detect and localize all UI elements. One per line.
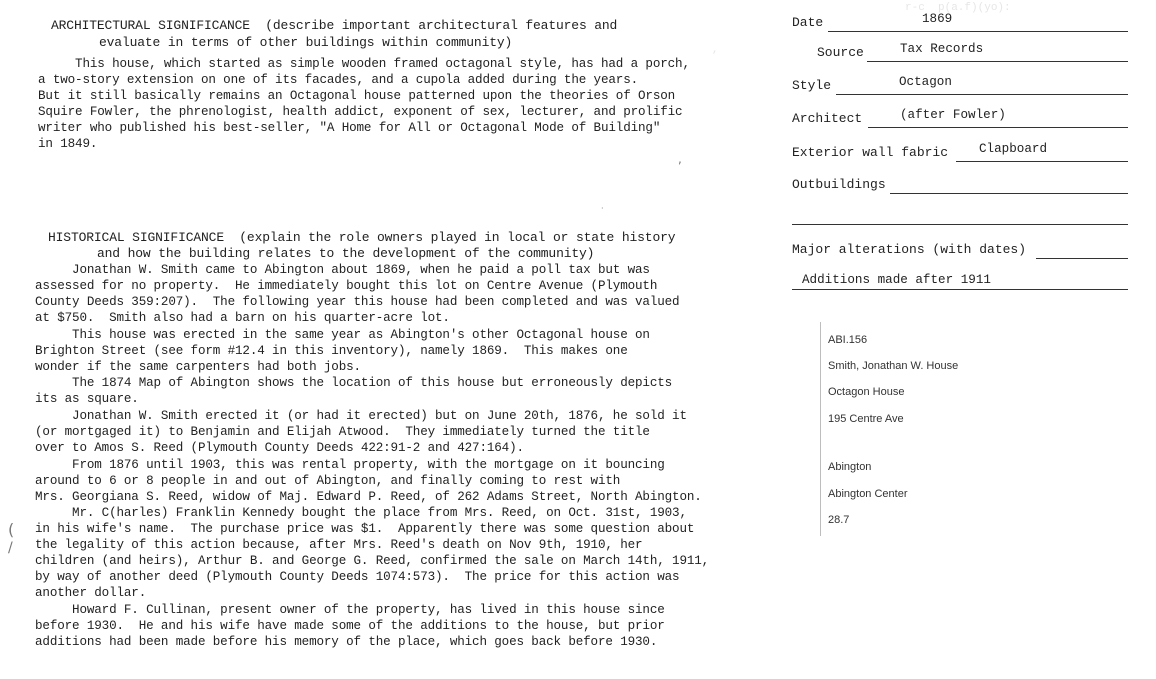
- source-label: Source: [817, 45, 864, 60]
- margin-mark-paren: (: [8, 520, 15, 539]
- source-rule: [867, 61, 1128, 62]
- source-field: [817, 42, 1128, 62]
- house-name: Smith, Jonathan W. House: [828, 360, 959, 372]
- outbuildings-field: [792, 174, 1128, 194]
- architect-value: (after Fowler): [900, 108, 1006, 122]
- architect-rule: [868, 127, 1128, 128]
- historical-line-17: in his wife's name. The purchase price was $1. Apparently there was some question about: [35, 522, 695, 536]
- historical-line-5: This house was erected in the same year as Abington's other Octagonal house on: [35, 328, 650, 342]
- alterations-value-field: [792, 270, 1128, 290]
- architectural-line-5: writer who published his best-seller, "A Home for All or Octagonal Mode of Building": [38, 121, 661, 135]
- exterior-wall-label: Exterior wall fabric: [792, 145, 949, 160]
- alterations-rule: [1036, 258, 1128, 259]
- scan-mark-dot: ·: [601, 204, 604, 213]
- historical-subheading: and how the building relates to the development of the community): [97, 246, 595, 261]
- historical-line-14: around to 6 or 8 people in and out of Abington, and finally coming to rest with: [35, 474, 621, 488]
- date-label: Date: [792, 15, 824, 30]
- historical-line-13: From 1876 until 1903, this was rental property, with the mortgage on it bouncing: [35, 458, 665, 472]
- date-rule: [828, 31, 1128, 32]
- exterior-wall-value: Clapboard: [979, 142, 1048, 156]
- historical-line-6: Brighton Street (see form #12.4 in this inventory), namely 1869. This makes one: [35, 344, 628, 358]
- historical-line-24: additions had been made before his memory of the place, which goes back before 1930.: [35, 635, 658, 649]
- architectural-line-3: But it still basically remains an Octagonal house patterned upon the theories of Orson: [38, 89, 676, 103]
- historical-line-16: Mr. C(harles) Franklin Kennedy bought the place from Mrs. Reed, on Oct. 31st, 1903,: [35, 506, 687, 520]
- alterations-label: Major alterations (with dates): [792, 242, 1027, 257]
- historical-line-22: Howard F. Cullinan, present owner of the property, has lived in this house since: [35, 603, 665, 617]
- blank-rule: [792, 224, 1128, 225]
- architectural-line-6: in 1849.: [38, 137, 98, 151]
- style-rule: [836, 94, 1128, 95]
- architectural-line-1: This house, which started as simple wooden framed octagonal style, has had a porch,: [38, 57, 690, 71]
- style-field: [792, 75, 1128, 95]
- architectural-line-4: Squire Fowler, the phrenologist, health addict, exponent of sex, lecturer, and prolific: [38, 105, 683, 119]
- house-address: 195 Centre Ave: [828, 413, 904, 425]
- architect-label: Architect: [792, 111, 863, 126]
- historical-line-12: over to Amos S. Reed (Plymouth County Deeds 422:91-2 and 427:164).: [35, 441, 524, 455]
- architect-field: [792, 108, 1128, 128]
- house-type: Octagon House: [828, 386, 905, 398]
- historical-line-1: Jonathan W. Smith came to Abington about 1869, when he paid a poll tax but was: [35, 263, 650, 277]
- house-town: Abington: [828, 461, 872, 473]
- historical-line-15: Mrs. Georgiana S. Reed, widow of Maj. Edward P. Reed, of 262 Adams Street, North Abington.: [35, 490, 702, 504]
- historical-heading: HISTORICAL SIGNIFICANCE (explain the role owners played in local or state history: [48, 230, 676, 245]
- alterations-value: Additions made after 1911: [802, 273, 991, 287]
- house-area: Abington Center: [828, 488, 908, 500]
- outbuildings-rule: [890, 193, 1128, 194]
- source-value: Tax Records: [900, 42, 984, 56]
- historical-line-7: wonder if the same carpenters had both jobs.: [35, 360, 361, 374]
- architectural-line-2: a two-story extension on one of its facades, and a cupola added during the years.: [38, 73, 639, 87]
- historical-line-19: children (and heirs), Arthur B. and George G. Reed, confirmed the sale on March 14th, 1911,: [35, 554, 710, 568]
- inventory-label: [820, 322, 991, 536]
- margin-mark-slash: /: [8, 540, 13, 556]
- historical-line-8: The 1874 Map of Abington shows the location of this house but erroneously depicts: [35, 376, 673, 390]
- exterior-wall-rule: [956, 161, 1128, 162]
- alterations-field: [792, 239, 1128, 259]
- architectural-heading: ARCHITECTURAL SIGNIFICANCE (describe important architectural features and: [51, 18, 618, 33]
- scan-mark-tick: ,: [678, 152, 682, 166]
- inventory-id: ABI.156: [828, 334, 868, 346]
- historical-line-21: another dollar.: [35, 586, 147, 600]
- house-code: 28.7: [828, 514, 850, 526]
- historical-line-23: before 1930. He and his wife have made some of the additions to the house, but prior: [35, 619, 665, 633]
- style-value: Octagon: [899, 75, 952, 89]
- historical-line-20: by way of another deed (Plymouth County Deeds 1074:573). The price for this action was: [35, 570, 680, 584]
- architectural-subheading: evaluate in terms of other buildings within community): [99, 35, 513, 50]
- inventory-form-page: r-c p(a.f)(yo): , ARCHITECTURAL SIGNIFICANCE (describe important architectural features and evaluate in terms of other buildings within community) This house, which started as simple wooden framed octagonal style, has had a porch, a two-story extension on one of its facades, and a cupola added during the years. But it still basically remains an Octagonal house patterned upon the theories of Orson Squire Fowler, the phrenologist, health addict, exponent of sex, lecturer, and prolific writer who published his best-seller, "A Home for All or Octagonal Mode of Building" in 1849. HISTORICAL SIGNIFICANCE (explain the role owners played in local or state history and how the building relates to the development of the community) Jonathan W. Smith came to Abington about 1869, when he paid a poll tax but was assessed for no property. He immediately bought this lot on Centre Avenue (Plymouth County Deeds 359:207). The following year this house had been completed and was valued at $750. Smith also had a barn on his quarter-acre lot. This house was erected in the same year as Abington's other Octagonal house on Brighton Street (see form #12.4 in this inventory), namely 1869. This makes one wonder if the same carpenters had both jobs. The 1874 Map of Abington shows the location of this house but erroneously depicts its as square. Jonathan W. Smith erected it (or had it erected) but on June 20th, 1876, he sold it (or mortgaged it) to Benjamin and Elijah Atwood. They immediately turned the title over to Amos S. Reed (Plymouth County Deeds 422:91-2 and 427:164). From 1876 until 1903, this was rental property, with the mortgage on it bouncing around to 6 or 8 people in and out of Abington, and finally coming to rest with Mrs. Georgiana S. Reed, widow of Maj. Edward P. Reed, of 262 Adams Street, North Abington. Mr. C(harles) Franklin Kennedy bought the place from Mrs. Reed, on Oct. 31st, 1903, in his wife's name. The purchase price was $1. Apparently there was some question about the legality of this action because, after Mrs. Reed's death on Nov 9th, 1910, her children (and heirs), Arthur B. and George G. Reed, confirmed the sale on March 14th, 1911, by way of another deed (Plymouth County Deeds 1074:573). The price for this action was another dollar. Howard F. Cullinan, present owner of the property, has lived in this house since before 1930. He and his wife have made some of the additions to the house, but prior additions had been made before his memory of the place, which goes back before 1930. Date 1869 Source Tax Records Style Octagon Architect (after Fowler) Exterior wall fabric Clapboard Outbuildings Major alterations (with dates) Additions made after 1911 ABI.156 Smith, Jonathan W. House Octagon House 195 Centre Ave Abington Abington Center 28.7 , · ( /: [0, 0, 1156, 679]
- outbuildings-label: Outbuildings: [792, 177, 886, 192]
- exterior-wall-field: [792, 142, 1128, 162]
- historical-line-10: Jonathan W. Smith erected it (or had it erected) but on June 20th, 1876, he sold it: [35, 409, 687, 423]
- date-value: 1869: [922, 12, 953, 26]
- historical-line-11: (or mortgaged it) to Benjamin and Elijah Atwood. They immediately turned the title: [35, 425, 650, 439]
- historical-line-18: the legality of this action because, after Mrs. Reed's death on Nov 9th, 1910, her: [35, 538, 643, 552]
- historical-line-4: at $750. Smith also had a barn on his quarter-acre lot.: [35, 311, 450, 325]
- alterations-value-rule: [792, 289, 1128, 290]
- date-field: [792, 12, 1128, 32]
- historical-line-3: County Deeds 359:207). The following year this house had been completed and was valued: [35, 295, 680, 309]
- style-label: Style: [792, 78, 832, 93]
- historical-line-9: its as square.: [35, 392, 139, 406]
- historical-line-2: assessed for no property. He immediately bought this lot on Centre Avenue (Plymouth: [35, 279, 658, 293]
